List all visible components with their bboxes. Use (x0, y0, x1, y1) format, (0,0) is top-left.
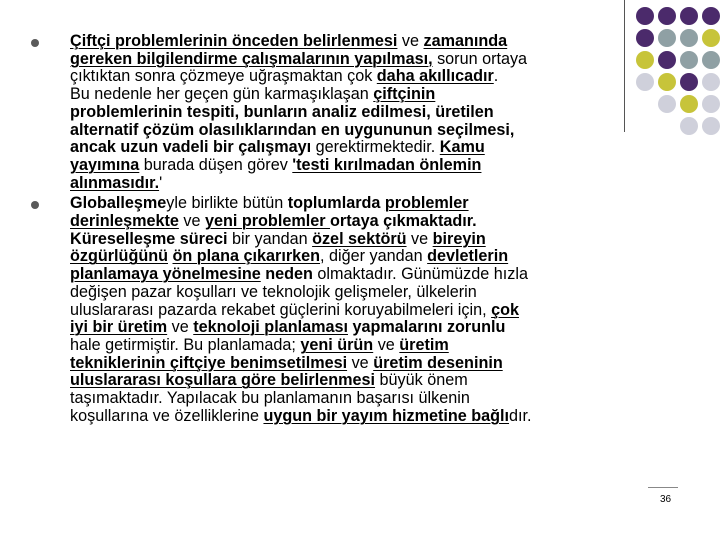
text-segment: bireyin (432, 229, 486, 248)
text-segment: yeni problemler (204, 212, 331, 231)
text-segment: bir yandan (227, 229, 313, 248)
text-line (70, 157, 690, 175)
text-segment: değişen pazar koşulları ve teknolojik gelişmeler, ülkelerin (70, 282, 477, 301)
text-line (70, 231, 690, 249)
text-line (70, 175, 690, 193)
decoration-dot (636, 7, 654, 25)
text-segment: Küreselleşme süreci (70, 229, 228, 248)
text-segment: . (493, 67, 499, 86)
text-segment: ve (373, 335, 400, 354)
bullet-item (30, 195, 690, 425)
text-line (70, 104, 690, 122)
text-segment: derinleşmekte (70, 212, 179, 231)
text-segment: Kamu (439, 138, 485, 157)
text-line (70, 302, 690, 320)
text-segment: özgürlüğünü (70, 247, 168, 266)
text-segment: Bu nedenle her geçen gün karmaşıklaşan (70, 85, 374, 104)
text-segment: ortaya çıkmaktadır. (330, 212, 477, 231)
text-segment: çok (491, 300, 519, 319)
text-segment: taşımaktadır. Yapılacak bu planlamanın başarısı ülkenin (70, 389, 470, 408)
text-line (70, 319, 690, 337)
page-number: 36 (660, 494, 672, 505)
text-segment: uluslararası koşullara göre belirlenmesi (70, 371, 376, 390)
text-segment: çıktıktan sonra çözmeye uğraşmaktan çok (70, 67, 377, 86)
text-segment: sorun ortaya (432, 49, 528, 68)
text-segment: hale getirmiştir. Bu planlamada; (70, 335, 301, 354)
text-segment: ve (347, 353, 374, 372)
text-segment: 'testi kırılmadan önlemin (292, 155, 482, 174)
text-line (70, 390, 690, 408)
text-segment: ve (406, 229, 433, 248)
text-segment: teknoloji planlaması (193, 318, 348, 337)
text-segment: yayımına (70, 155, 140, 174)
text-segment: koşullarına ve özelliklerine (70, 406, 264, 425)
text-line (70, 195, 690, 213)
text-segment: iyi bir üretim (70, 318, 168, 337)
decoration-dot (702, 73, 720, 91)
decoration-dot (702, 117, 720, 135)
text-segment: olmaktadır. Günümüzde hızla (312, 265, 528, 284)
text-segment: neden (265, 265, 313, 284)
text-segment: ön plana çıkarırken (172, 247, 321, 266)
text-line (70, 355, 690, 373)
text-line (70, 372, 690, 390)
text-line (70, 248, 690, 266)
decoration-dot (702, 95, 720, 113)
text-line (70, 213, 690, 231)
footer-separator (648, 487, 678, 488)
text-segment: Çiftçi problemlerinin önceden belirlenmesi (70, 32, 398, 50)
text-segment: , diğer yandan (320, 247, 428, 266)
text-segment: daha akıllıcadır (376, 67, 494, 86)
text-segment: ve (397, 32, 424, 50)
bullet-dot-icon (31, 39, 39, 47)
text-segment: uluslararası pazarda rekabet güçlerini koruyabilmeleri için, (70, 300, 492, 319)
text-segment: problemler (384, 194, 469, 213)
text-segment: yle birlikte bütün (166, 194, 288, 213)
text-segment: gerektirmektedir. (315, 138, 440, 157)
text-segment: toplumlarda (287, 194, 385, 213)
text-segment: ve (178, 212, 205, 231)
text-segment: büyük önem (375, 371, 468, 390)
bullet-dot-icon (31, 201, 39, 209)
text-segment: gereken bilgilendirme çalışmalarının yapılması, (70, 49, 433, 68)
text-segment: özel sektörü (312, 229, 407, 248)
text-segment: uygun bir yayım hizmetine bağlı (263, 406, 510, 425)
text-segment: devletlerin (427, 247, 509, 266)
text-line (70, 51, 690, 69)
text-segment: üretim deseninin (373, 353, 503, 372)
text-segment: yeni ürün (300, 335, 374, 354)
text-segment: problemlerinin tespiti, bunların analiz edilmesi, üretilen (70, 102, 494, 121)
text-line (70, 408, 690, 426)
text-line (70, 33, 690, 51)
text-segment: yapmalarını zorunlu (352, 318, 506, 337)
text-segment: alınmasıdır. (70, 173, 160, 192)
text-segment: Globalleşme (70, 194, 167, 213)
decoration-dot (658, 7, 676, 25)
decoration-dot (702, 29, 720, 47)
text-segment: çiftçinin (373, 85, 436, 104)
text-segment: zamanında (423, 32, 508, 50)
decoration-dot (702, 7, 720, 25)
text-line (70, 86, 690, 104)
text-segment: alternatif çözüm olasılıklarından en uygununun seçilmesi, (70, 120, 515, 139)
bullet-item (30, 33, 690, 192)
text-segment: ve (167, 318, 194, 337)
text-segment: burada düşen görev (139, 155, 293, 174)
text-segment: ' (159, 173, 163, 192)
text-line (70, 139, 690, 157)
slide-body (30, 33, 690, 425)
text-segment: tekniklerinin çiftçiye benimsetilmesi (70, 353, 348, 372)
text-line (70, 68, 690, 86)
text-segment: dır. (509, 406, 532, 425)
text-segment: üretim (399, 335, 449, 354)
decoration-dot (680, 7, 698, 25)
text-line (70, 337, 690, 355)
text-segment: ancak uzun vadeli bir çalışmayı (70, 138, 316, 157)
decoration-dot (702, 51, 720, 69)
text-line (70, 122, 690, 140)
text-line (70, 284, 690, 302)
text-segment: planlamaya yönelmesine (70, 265, 261, 284)
text-line (70, 266, 690, 284)
